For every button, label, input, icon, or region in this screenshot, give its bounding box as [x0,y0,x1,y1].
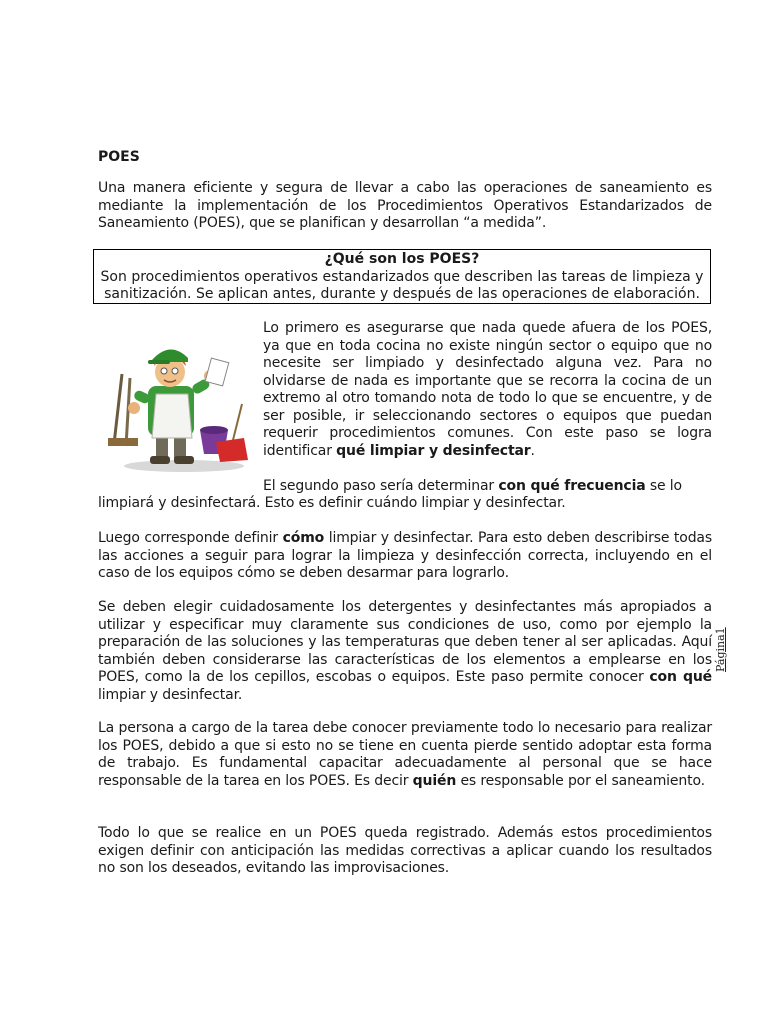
paragraph-with-what-bold: con qué [649,669,712,685]
section-heading: POES [98,149,140,165]
paragraph-what-text: Lo primero es asegurarse que nada quede afuera de los POES, ya que en toda cocina no existe ningún sector o equipo que no necesite ser limpiado y desinfectado alguna vez. Para no olvidarse de nada es importante que se recorra la cocina de un extremo al otro tomando nota de todo lo que se encuentre, y de ser posible, ir seleccionando sectores o equipos que puedan requerir procedimientos comunes. Con este paso se logra identificar [263,320,712,459]
definition-box-text: Son procedimientos operativos estandarizados que describen las tareas de limpieza y sanitización. Se aplican antes, durante y después de las operaciones de elaboración. [100,268,704,302]
page-number-wrap [714,627,759,685]
paragraph-frequency-line1 [263,478,712,496]
cleaning-worker-illustration [104,334,254,474]
paragraph-how-bold: cómo [282,530,325,546]
page-number: Página1 [714,627,727,672]
paragraph-what-bold: qué limpiar y desinfectar [336,442,531,459]
paragraph-frequency-b: se lo [645,478,682,494]
definition-box [93,249,711,304]
paragraph-frequency-a: El segundo paso sería determinar [263,478,499,494]
paragraph-how-b: limpiar y desinfectar. Para esto deben describirse todas las acciones a seguir para lograr la limpieza y desinfección correcta, incluyendo en el caso de los equipos cómo se deben desarmar para lograrlo. [98,530,713,581]
paragraph-who-b: es responsable por el saneamiento. [456,772,705,789]
paragraph-frequency-line2: limpiará y desinfectará. Esto es definir cuándo limpiar y desinfectar. [98,495,566,511]
paragraph-who-bold: quién [412,772,457,789]
paragraph-what-end: . [530,442,535,459]
paragraph-records: Todo lo que se realice en un POES queda registrado. Además estos procedimientos exigen definir con anticipación las medidas correctivas a aplicar cuando los resultados no son los deseados, evitando las improvisaciones. [98,825,712,876]
paragraph-with-what [98,599,712,704]
paragraph-how-a: Luego corresponde definir [98,530,283,546]
paragraph-who-a: La persona a cargo de la tarea debe conocer previamente todo lo necesario para realizar los POES, debido a que si esto no se tiene en cuenta pierde sentido adoptar esta forma de trabajo. Es fundamental capacitar adecuadamente al personal que se hace responsable de la tarea en los POES. Es decir [98,720,712,789]
definition-box-title: ¿Qué son los POES? [324,251,480,267]
intro-paragraph: Una manera eficiente y segura de llevar a cabo las operaciones de saneamiento es mediante la implementación de los Procedimientos Operativos Estandarizados de Saneamiento (POES), que se planifican y desarrollan “a medida”. [98,180,712,231]
paragraph-what [263,320,712,460]
paragraph-with-what-b: limpiar y desinfectar. [98,686,243,703]
paragraph-with-what-a: Se deben elegir cuidadosamente los detergentes y desinfectantes más apropiados a utilizar y especificar muy claramente sus condiciones de uso, como por ejemplo la preparación de las soluciones y las temperaturas que deben tener al ser aplicadas. Aquí también deben considerarse las características de los elementos a emplearse en los POES, como la de los cepillos, escobas o equipos. Este paso permite conocer [98,599,712,685]
paragraph-frequency-bold: con qué frecuencia [498,478,646,494]
paragraph-how [98,530,712,583]
paragraph-who [98,720,712,790]
